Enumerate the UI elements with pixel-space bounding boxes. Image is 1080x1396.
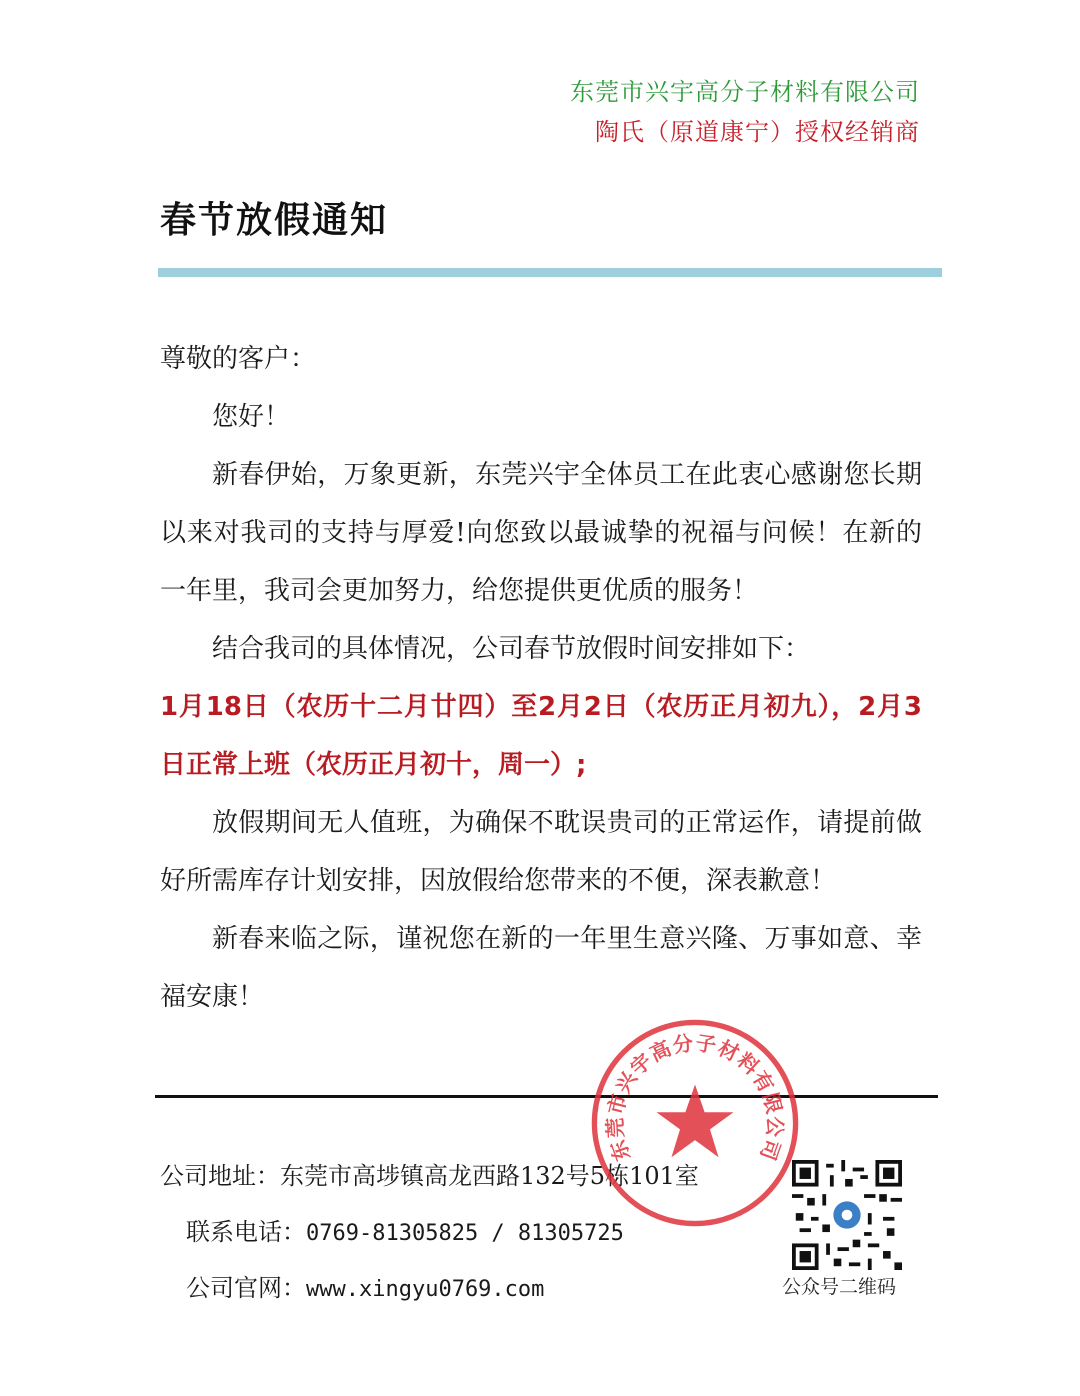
thanks-paragraph: 新春伊始，万象更新，东莞兴宇全体员工在此衷心感谢您长期以来对我司的支持与厚爱!向您致以最诚挚的祝福与问候！在新的一年里，我司会更加努力，给您提供更优质的服务！ (160, 460, 922, 606)
phone-label: 联系电话： (186, 1218, 306, 1246)
phone-value: 0769-81305825 / 81305725 (306, 1221, 624, 1246)
company-name: 东莞市兴宇高分子材料有限公司 (570, 78, 920, 106)
company-address: 公司地址：东莞市高埗镇高龙西路132号5栋101室 (160, 1162, 699, 1190)
authorized-dealer-line: 陶氏（原道康宁）授权经销商 (595, 118, 920, 146)
greeting: 您好！ (212, 402, 291, 432)
schedule-intro: 结合我司的具体情况，公司春节放假时间安排如下： (212, 634, 811, 664)
salutation: 尊敬的客户： (160, 344, 317, 374)
seal-star-icon (656, 1084, 733, 1157)
holiday-schedule: 1月18日（农历十二月廿四）至2月2日（农历正月初九），2月3日正常上班（农历正月初十，周一）; (160, 692, 922, 780)
seal-text: 东莞市兴宇高分子材料有限公司 (602, 1030, 788, 1165)
closing-wishes: 新春来临之际，谨祝您在新的一年里生意兴隆、万事如意、幸福安康！ (160, 924, 922, 1012)
qr-code[interactable] (792, 1160, 902, 1270)
company-seal (588, 1016, 802, 1230)
website-link[interactable]: www.xingyu0769.com (306, 1277, 545, 1302)
title-divider (158, 268, 942, 277)
qr-caption: 公众号二维码 (782, 1276, 897, 1298)
website-label: 公司官网： (186, 1274, 306, 1302)
contact-phone (186, 1212, 624, 1247)
apology-paragraph: 放假期间无人值班，为确保不耽误贵司的正常运作，请提前做好所需库存计划安排，因放假给您带来的不便，深表歉意！ (160, 808, 922, 896)
page-title: 春节放假通知 (160, 199, 389, 241)
company-website (186, 1268, 544, 1303)
letter-body (160, 330, 922, 1026)
footer-divider (155, 1095, 938, 1098)
